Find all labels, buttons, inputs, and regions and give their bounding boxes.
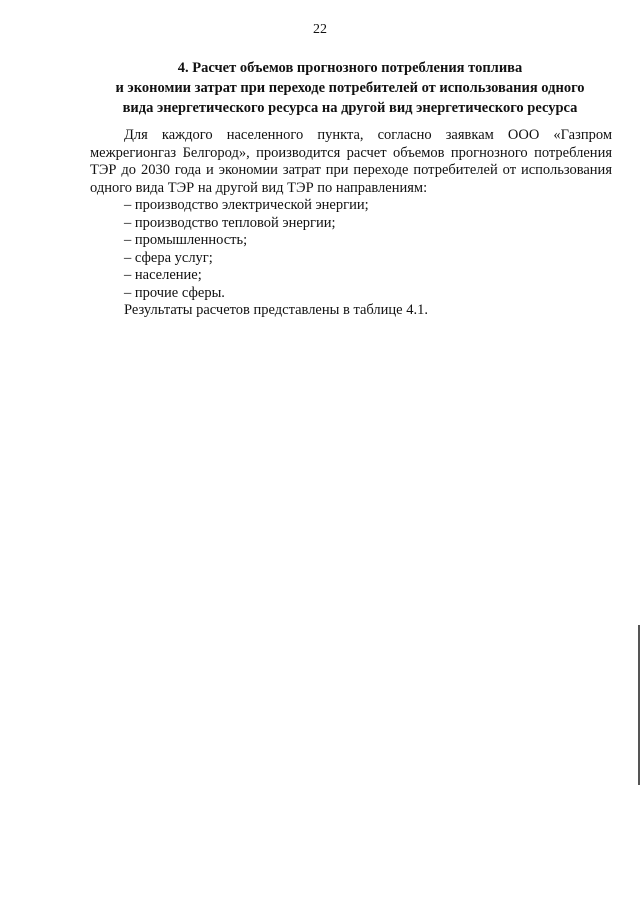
list-item: – производство электрической энергии;	[124, 197, 369, 213]
section-heading-line-2: и экономии затрат при переходе потребителей от использования одного	[115, 80, 585, 96]
list-item: – прочие сферы.	[124, 284, 225, 301]
list-item: – сфера услуг;	[124, 249, 213, 266]
list-item: – производство тепловой энергии;	[124, 214, 336, 231]
section-heading-line-3: вида энергетического ресурса на другой вид энергетического ресурса	[122, 100, 578, 116]
page-number: 22	[313, 22, 327, 37]
intro-paragraph: Для каждого населенного пункта, согласно заявкам ООО «Газпром межрегионгаз Белгород», производится расчет объемов прогнозного потребления ТЭР до 2030 года и экономии затрат при переходе потребителей от использования одного вида ТЭР на другой вид ТЭР по направлениям:	[90, 127, 612, 196]
section-heading-line-1: 4. Расчет объемов прогнозного потребления топлива	[177, 60, 523, 76]
list-item: – население;	[124, 267, 202, 283]
section-body	[90, 127, 612, 320]
result-sentence: Результаты расчетов представлены в таблице 4.1.	[124, 302, 428, 318]
directions-list	[90, 197, 612, 302]
section-heading	[90, 58, 610, 118]
list-item: – промышленность;	[124, 232, 248, 248]
